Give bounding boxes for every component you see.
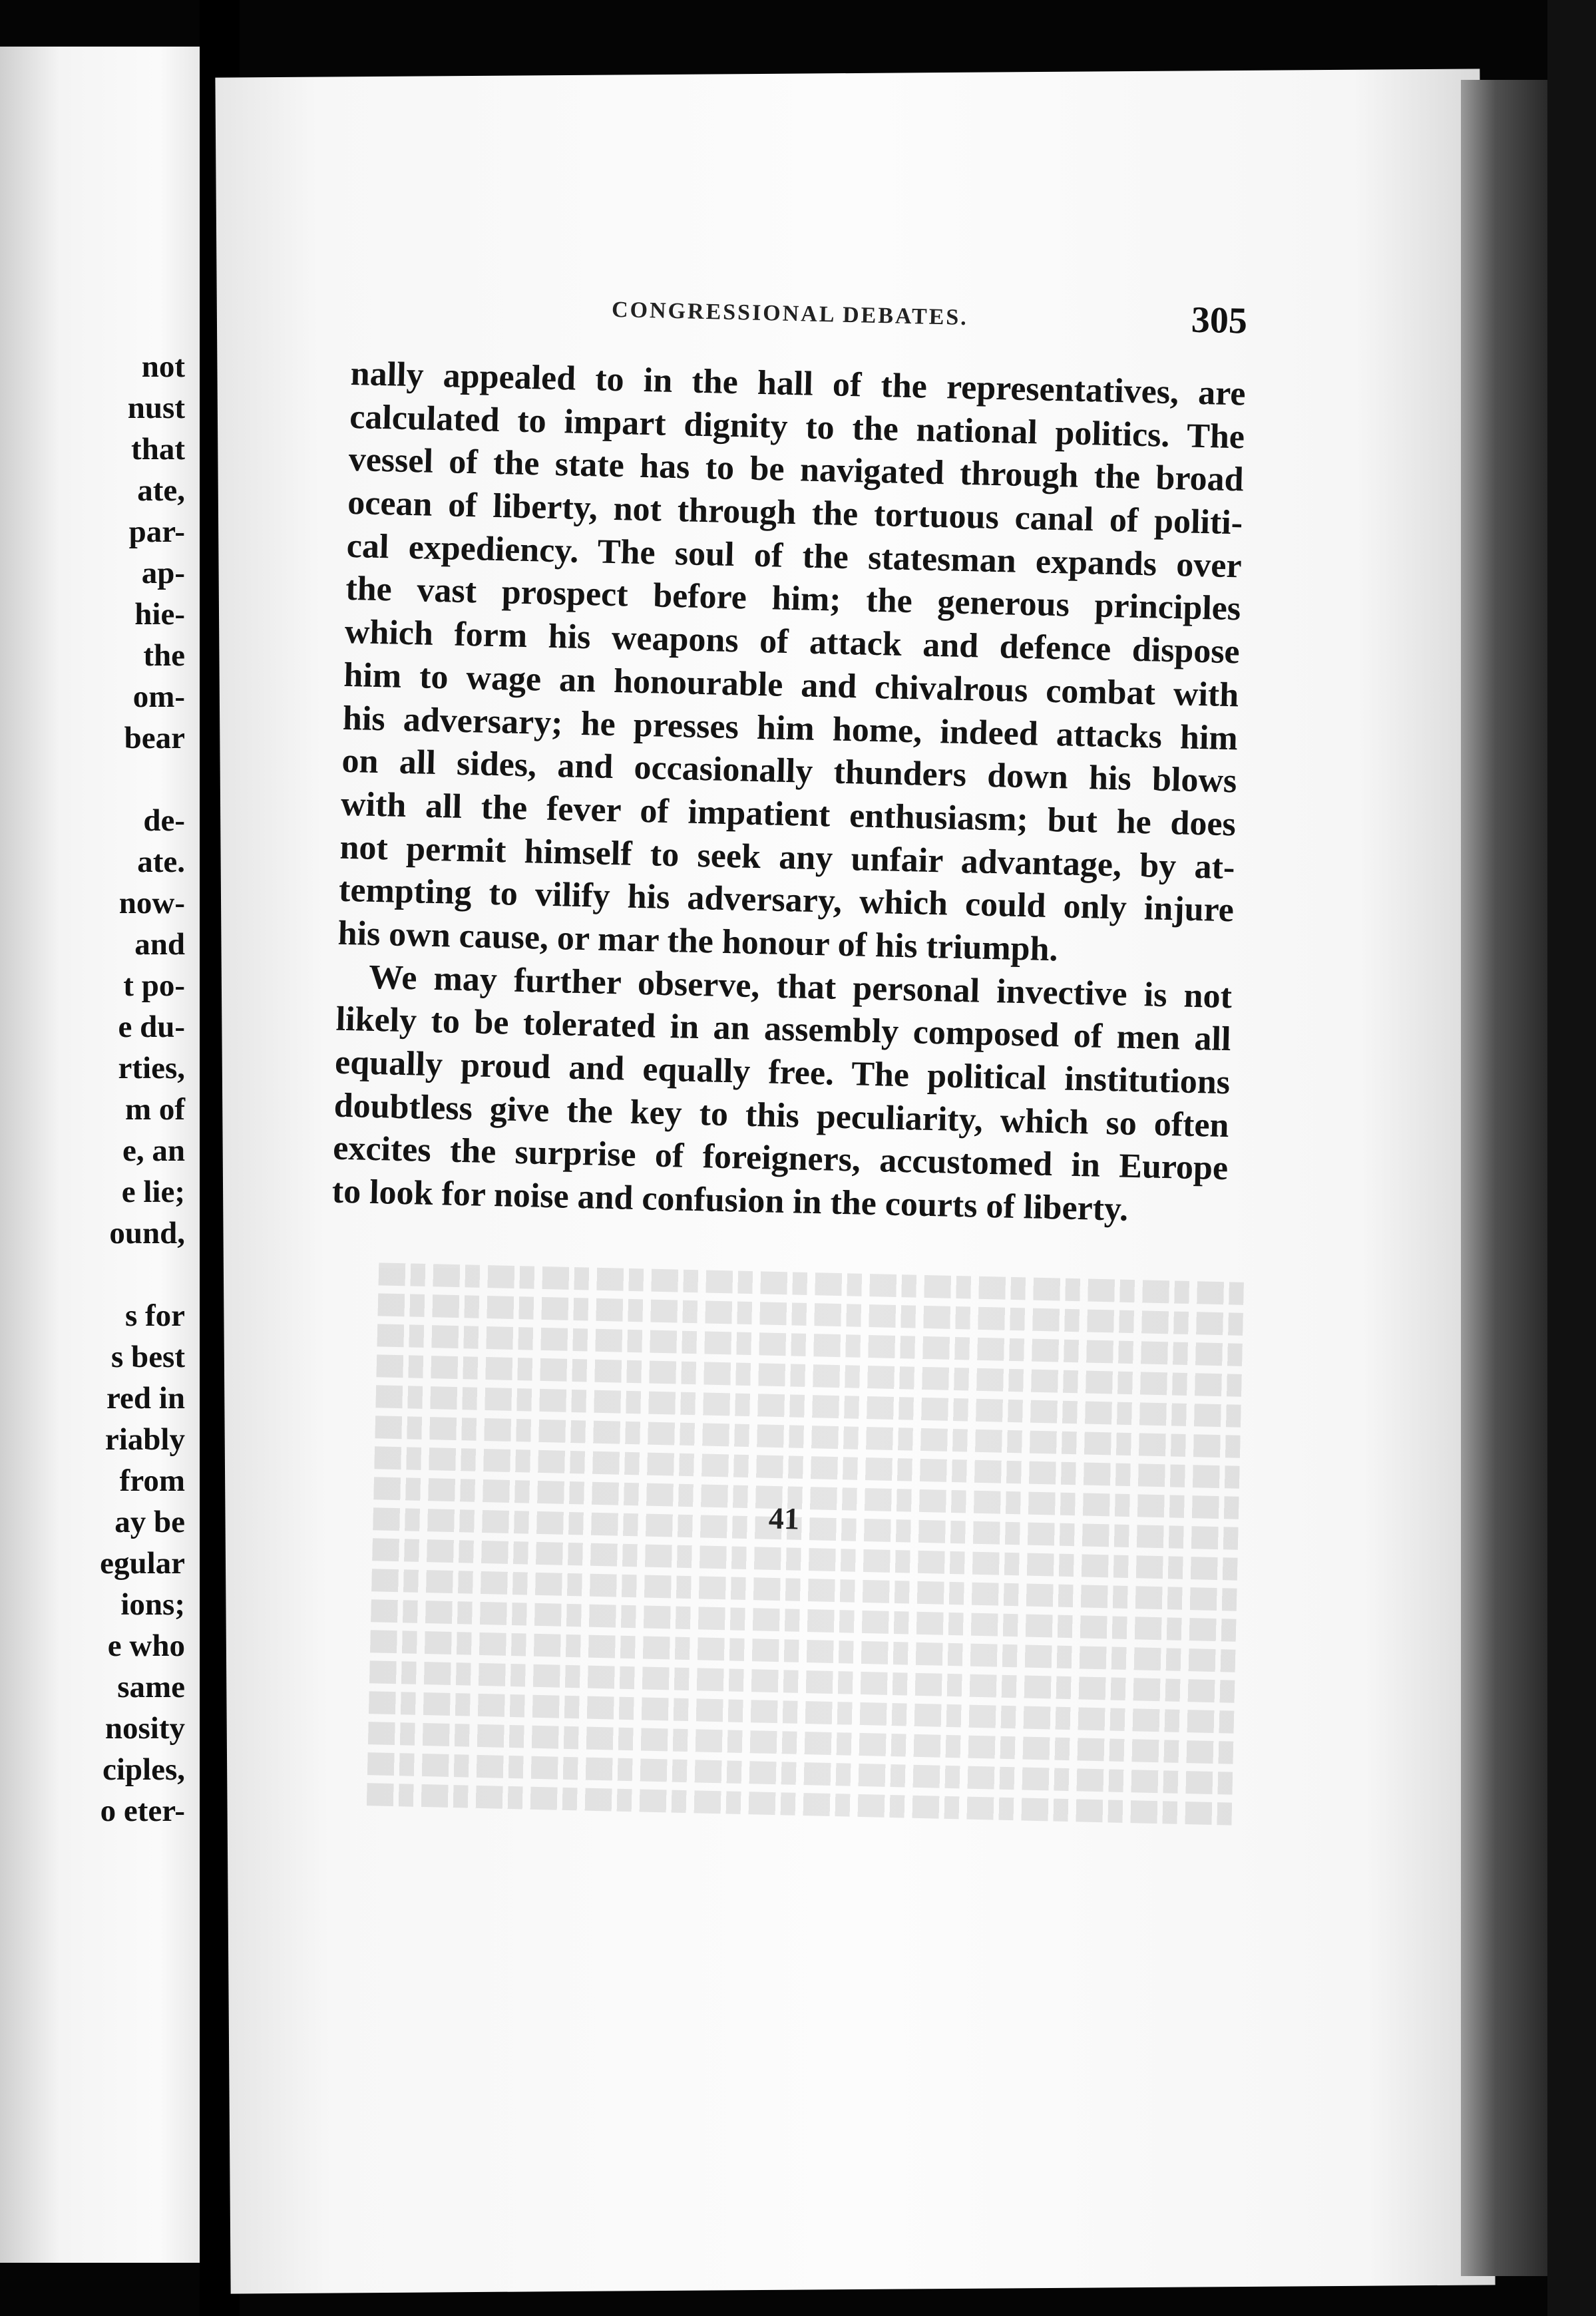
- text-line: not permit himself to seek any unfair advantage, by at-: [339, 828, 1235, 886]
- left-line: [52, 759, 185, 800]
- left-line: nust: [127, 391, 185, 425]
- left-line: de-: [143, 803, 185, 838]
- text-line: his adversary; he presses him home, indeed attacks him: [342, 699, 1239, 757]
- left-facing-page: [0, 47, 200, 2263]
- text-line: which form his weapons of attack and defence dispose: [344, 612, 1241, 672]
- text-line: equally proud and equally free. The political institutions: [334, 1043, 1231, 1102]
- text-line: with all the fever of impatient enthusiasm; but he does: [340, 785, 1237, 844]
- left-line: s best: [111, 1340, 185, 1374]
- left-line: e du-: [118, 1010, 185, 1044]
- left-page-text: [52, 346, 185, 1832]
- page-edge-shadow: [1461, 80, 1547, 2276]
- text-line: doubtless give the key to this peculiarity, which so often: [333, 1086, 1230, 1145]
- left-line: that: [131, 432, 185, 467]
- running-head-title: CONGRESSIONAL DEBATES.: [611, 297, 969, 330]
- left-line: ay be: [114, 1505, 185, 1539]
- left-line: bear: [124, 721, 185, 755]
- left-line: egular: [100, 1546, 185, 1581]
- text-line: his own cause, or mar the honour of his triumph.: [337, 914, 1059, 969]
- left-line: [52, 1254, 185, 1295]
- text-line: cal expediency. The soul of the statesman expands over: [346, 526, 1243, 586]
- left-line: e lie;: [121, 1175, 185, 1209]
- left-line: not: [141, 349, 185, 384]
- left-line: om-: [132, 679, 185, 714]
- left-line: the: [143, 638, 185, 673]
- scan-border: [1547, 0, 1596, 2316]
- text-line: We may further observe, that personal invective is not: [368, 958, 1233, 1016]
- left-line: hie-: [134, 597, 185, 632]
- left-line: ions;: [120, 1587, 185, 1622]
- left-line: same: [117, 1670, 185, 1704]
- left-line: e who: [107, 1629, 185, 1663]
- left-line: ate.: [137, 845, 185, 879]
- reverse-side-show-through: [367, 1254, 1244, 1825]
- left-line: rties,: [118, 1051, 185, 1085]
- left-line: now-: [118, 886, 185, 920]
- left-line: o eter-: [100, 1794, 185, 1828]
- text-line: ocean of liberty, not through the tortuous canal of politi-: [347, 483, 1243, 542]
- text-line: calculated to impart dignity to the national politics. The: [349, 397, 1245, 457]
- text-line: excites the surprise of foreigners, accustomed in Europe: [332, 1129, 1229, 1188]
- left-line: m of: [124, 1092, 185, 1127]
- left-line: from: [119, 1463, 185, 1498]
- left-line: ap-: [141, 556, 185, 590]
- text-line: nally appealed to in the hall of the representatives, are: [350, 354, 1247, 413]
- text-line: on all sides, and occasionally thunders down his blows: [341, 742, 1237, 801]
- text-line: to look for noise and confusion in the courts of liberty.: [331, 1172, 1129, 1229]
- left-line: riably: [104, 1422, 185, 1457]
- text-line: the vast prospect before him; the generous principles: [345, 570, 1241, 628]
- left-line: par-: [128, 514, 185, 549]
- left-line: t po-: [123, 968, 185, 1003]
- left-line: ciples,: [102, 1752, 185, 1787]
- left-line: nosity: [104, 1711, 185, 1746]
- body-text: [331, 353, 1246, 1234]
- text-line: him to wage an honourable and chivalrous combat with: [343, 656, 1239, 715]
- left-line: e, an: [122, 1133, 185, 1168]
- page-number: 305: [1191, 299, 1248, 342]
- left-line: s for: [124, 1298, 185, 1333]
- left-line: ound,: [109, 1216, 185, 1251]
- page-content: [331, 280, 1248, 1234]
- signature-mark: 41: [768, 1501, 800, 1536]
- left-line: and: [134, 927, 185, 962]
- text-line: tempting to vilify his adversary, which could only injure: [338, 871, 1235, 930]
- left-line: ate,: [137, 473, 185, 508]
- text-line: vessel of the state has to be navigated through the broad: [348, 441, 1245, 499]
- text-line: likely to be tolerated in an assembly composed of men all: [335, 1000, 1232, 1059]
- left-line: red in: [106, 1381, 185, 1416]
